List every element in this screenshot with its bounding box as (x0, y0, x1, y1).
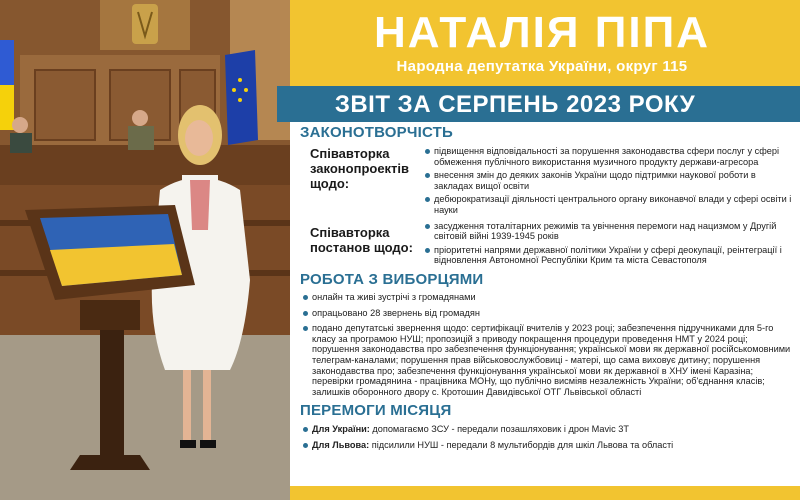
list-item: засудження тоталітарних режимів та увічнення перемоги над нацизмом у Другій світовій війні 1939-1945 років (424, 221, 792, 242)
constituents-list (300, 292, 792, 397)
victory-label: Для України: (312, 424, 370, 435)
victory-text: підсилили НУШ - передали 8 мультибордів для шкіл Львова та області (369, 439, 674, 450)
report-content (300, 124, 792, 455)
victories-list (300, 424, 792, 450)
section-lawmaking-heading: ЗАКОНОТВОРЧІСТЬ (300, 124, 453, 141)
list-item: онлайн та живі зустрічі з громадянами (302, 292, 792, 303)
list-item: пріоритетні напрями державної політики України у сфері деокупації, реінтеграції і відновлення Автономної Республіки Крим та міста Севастополя (424, 245, 792, 266)
section-victories-heading: ПЕРЕМОГИ МІСЯЦЯ (300, 402, 452, 420)
deputy-subtitle: Народна депутатка України, округ 115 (396, 58, 688, 75)
bills-title: Співавторка законопроектів щодо: (310, 146, 410, 191)
list-item (302, 440, 792, 451)
list-item (302, 424, 792, 435)
resolutions-list (424, 221, 792, 269)
list-item: підвищення відповідальності за порушення законодавства сфери послуг у сфері обмеження публічного використання музичного продукту держави-агресора (424, 146, 792, 167)
section-constituents-heading: РОБОТА З ВИБОРЦЯМИ (300, 270, 484, 288)
list-item: внесення змін до деяких законів України щодо підтримки наукової роботи в закладах вищої освіти (424, 170, 792, 191)
report-title: ЗВІТ ЗА СЕРПЕНЬ 2023 РОКУ (334, 91, 696, 118)
photo-panel (0, 0, 290, 500)
bills-list (424, 146, 792, 219)
list-item: дебюрократизації діяльності центрального органу виконавчої влади у сфері освіти і науки (424, 194, 792, 215)
eu-flag-icon (225, 50, 258, 145)
victory-text: допомагаємо ЗСУ - передали позашляховик і дрон Mavic 3T (369, 424, 629, 435)
resolutions-block (300, 221, 792, 269)
bills-block (300, 146, 792, 219)
parliament-photo (0, 0, 290, 500)
list-item: опрацьовано 28 звернень від громадян (302, 308, 792, 319)
resolutions-title: Співавторка постанов щодо: (310, 224, 413, 255)
victory-label: Для Львова: (312, 439, 370, 450)
list-item: подано депутатські звернення щодо: сертифікації вчителів у 2023 році; забезпечення підручниками для 5-го класу за програмою НУШ; пропозицій з приводу покращення процедури проведення НМТ у 2024 році; порушення законодавства про забезпечення функціонування; української мови як державної російськомовними телеграм-каналами; порушення прав військовослужбовиці - матері, що сама виховує дитину; порушення законодавства про; забезпечення функціонування української мови як державної в ХНУ імені Каразіна; перевірки громадянина - працівника МОНу, що публічно висміяв незалежність України; об'єднання класів; залишків оборонного двору с. Кротошин Давидівської ОТГ Львівської області (302, 323, 792, 397)
bottom-band (290, 486, 800, 500)
deputy-name: НАТАЛІЯ ПІПА (374, 8, 710, 57)
